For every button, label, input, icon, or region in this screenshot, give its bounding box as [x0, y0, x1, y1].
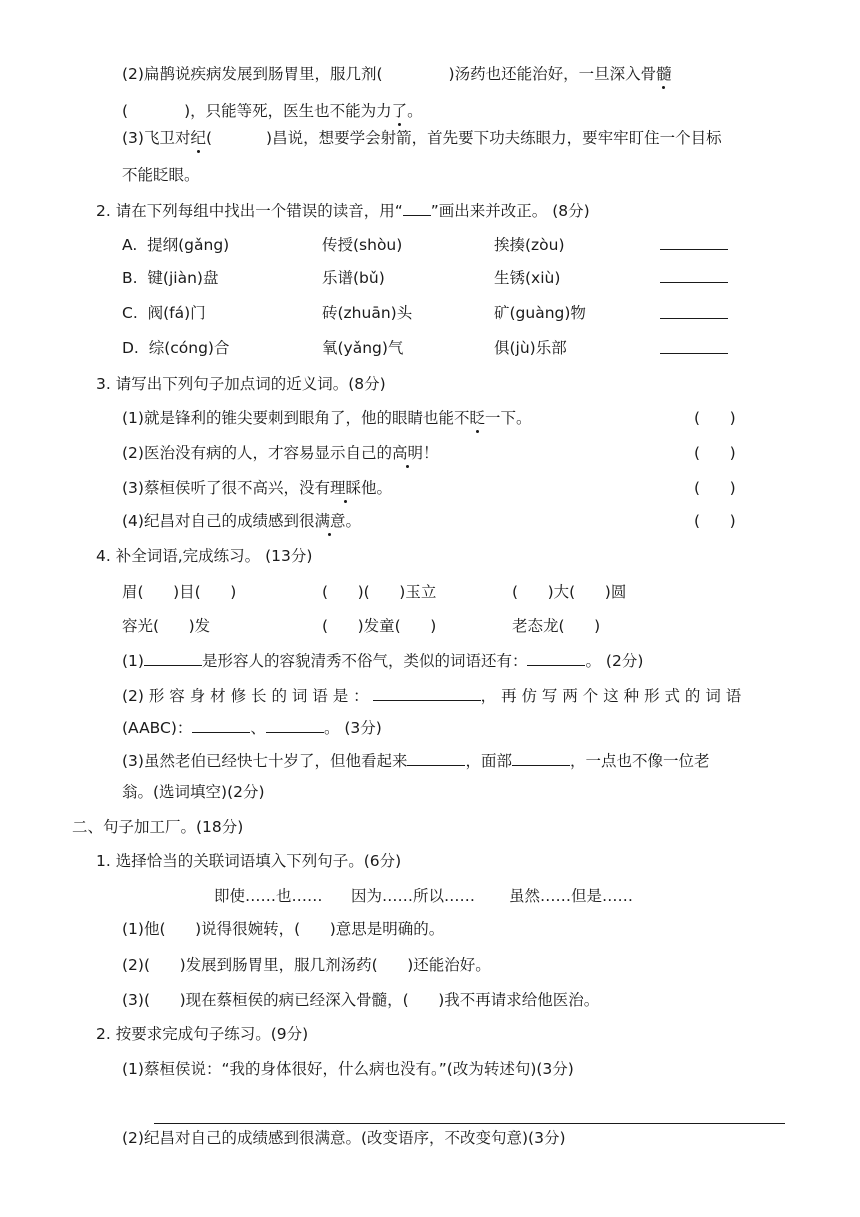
q2-answer-line-b[interactable] [660, 282, 728, 283]
part2-q1-item-3[interactable]: (3)( )现在蔡桓侯的病已经深入骨髓，( )我不再请求给他医治。 [122, 991, 600, 1009]
q4-sub-2-line2: (AABC)： 、 。 (3分) [122, 719, 382, 737]
q4-s3-blank-1[interactable] [407, 751, 465, 766]
q4-s3-blank-2[interactable] [512, 751, 570, 766]
q1-item2-line2: ( )，只能等死，医生也不能为力了。 [122, 102, 423, 120]
q4-word-2[interactable]: ( )( )玉立 [322, 583, 437, 601]
q1-item3-line1: (3)飞卫对纪( )昌说，想要学会射箭，首先要下功夫练眼力，要牢牢盯住一个目标 [122, 129, 722, 147]
q3-answer-1[interactable]: ( ) [694, 409, 736, 427]
q2-row-b-c: 生锈(xiù) [494, 269, 561, 287]
underline-sample [403, 201, 431, 216]
q2-answer-line-d[interactable] [660, 353, 728, 354]
q2-row-b-b: 乐谱(bǔ) [322, 269, 385, 287]
q4-s2-blank-3[interactable] [266, 718, 324, 733]
q4-word-5[interactable]: ( )发童( ) [322, 617, 437, 635]
part2-q1-item-1[interactable]: (1)他( )说得很婉转，( )意思是明确的。 [122, 920, 445, 938]
q3-item-2: (2)医治没有病的人，才容易显示自己的高明！ [122, 444, 439, 462]
q4-word-4[interactable]: 容光( )发 [122, 617, 211, 635]
q4-sub-3-line1: (3)虽然老伯已经快七十岁了，但他看起来 ，面部 ，一点也不像一位老 [122, 752, 710, 770]
q2-title: 2. 请在下列每组中找出一个错误的读音，用“ ”画出来并改正。 (8分) [96, 202, 590, 220]
q2-answer-line-a[interactable] [660, 249, 728, 250]
q3-title: 3. 请写出下列句子加点词的近义词。(8分) [96, 375, 386, 393]
q1-item3-line2: 不能眨眼。 [122, 166, 200, 184]
q3-answer-3[interactable]: ( ) [694, 479, 736, 497]
q3-item-4: (4)纪昌对自己的成绩感到很满意。 [122, 512, 361, 530]
q4-word-6[interactable]: 老态龙( ) [512, 617, 601, 635]
q4-word-1[interactable]: 眉( )目( ) [122, 583, 237, 601]
q4-sub-2-line1: (2) 形 容 身 材 修 长 的 词 语 是 ： ， 再 仿 写 两 个 这 种 形 式 的 词 语 [122, 687, 742, 705]
part2-q1-item-2[interactable]: (2)( )发展到肠胃里，服几剂汤药( )还能治好。 [122, 956, 491, 974]
part2-title: 二、句子加工厂。(18分) [72, 818, 244, 836]
q2-row-a-c: 挨揍(zòu) [494, 236, 565, 254]
q2-row-c-label: C. 阀(fá)门 [122, 304, 206, 322]
q2-row-d-c: 俱(jù)乐部 [494, 339, 567, 357]
q2-row-a-b: 传授(shòu) [322, 236, 403, 254]
q3-item-1: (1)就是锋利的锥尖要刺到眼角了，他的眼睛也能不眨一下。 [122, 409, 532, 427]
q2-row-c-c: 矿(guàng)物 [494, 304, 586, 322]
q2-row-d-b: 氧(yǎng)气 [322, 339, 404, 357]
q2-answer-line-c[interactable] [660, 318, 728, 319]
q4-title: 4. 补全词语,完成练习。 (13分) [96, 547, 313, 565]
q4-sub-3-line2: 翁。(选词填空)(2分) [122, 783, 265, 801]
q3-item-3: (3)蔡桓侯听了很不高兴，没有理睬他。 [122, 479, 392, 497]
q4-s2-blank-2[interactable] [192, 718, 250, 733]
q2-row-b-label: B. 键(jiàn)盘 [122, 269, 219, 287]
q2-row-c-b: 砖(zhuān)头 [322, 304, 413, 322]
q1-item2-line1: (2)扁鹊说疾病发展到肠胃里，服几剂( )汤药也还能治好，一旦深入骨髓 [122, 65, 672, 83]
q2-row-a-label: A. 提纲(gǎng) [122, 236, 230, 254]
q2-row-d-label: D. 综(cóng)合 [122, 339, 230, 357]
part2-q2-title: 2. 按要求完成句子练习。(9分) [96, 1025, 309, 1043]
option-1: 即使……也…… [214, 887, 323, 905]
q3-answer-2[interactable]: ( ) [694, 444, 736, 462]
q4-s1-blank-1[interactable] [144, 651, 202, 666]
q3-answer-4[interactable]: ( ) [694, 512, 736, 530]
part2-q2-item-1: (1)蔡桓侯说：“我的身体很好，什么病也没有。”(改为转述句)(3分) [122, 1060, 574, 1078]
q4-s1-blank-2[interactable] [527, 651, 585, 666]
q4-word-3[interactable]: ( )大( )圆 [512, 583, 627, 601]
option-2: 因为……所以…… [351, 887, 476, 905]
answer-line-1[interactable] [154, 1123, 785, 1124]
option-3: 虽然……但是…… [509, 887, 634, 905]
part2-q1-title: 1. 选择恰当的关联词语填入下列句子。(6分) [96, 852, 402, 870]
q4-sub-1: (1) 是形容人的容貌清秀不俗气，类似的词语还有： 。 (2分) [122, 652, 644, 670]
q4-s2-blank-1[interactable] [373, 686, 481, 701]
part2-q2-item-2: (2)纪昌对自己的成绩感到很满意。(改变语序，不改变句意)(3分) [122, 1129, 566, 1147]
